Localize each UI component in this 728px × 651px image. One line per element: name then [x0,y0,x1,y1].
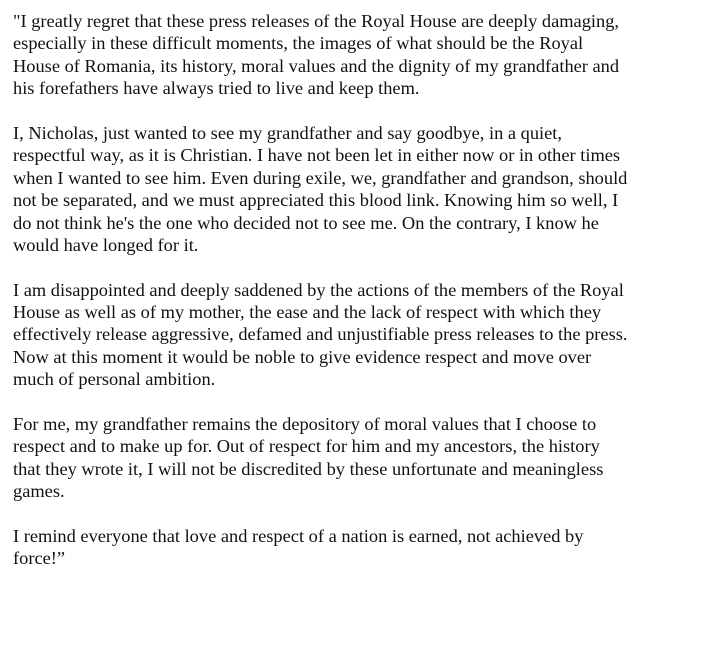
text-line: especially in these difficult moments, the images of what should be the Royal [13,33,584,54]
text-line: I am disappointed and deeply saddened by the actions of the members of the Royal [13,279,624,300]
text-line: much of personal ambition. [13,369,216,390]
text-line: I remind everyone that love and respect of a nation is earned, not achieved by [13,525,584,546]
text-line: effectively release aggressive, defamed and unjustifiable press releases to the press. [13,324,628,345]
paragraph-disappointment [13,279,718,391]
paragraph-regret [13,10,718,100]
text-line: do not think he's the one who decided not to see me. On the contrary, I know he [13,212,599,233]
text-line: Now at this moment it would be noble to give evidence respect and move over [13,346,592,367]
text-line: force!” [13,548,66,569]
text-line: I, Nicholas, just wanted to see my grandfather and say goodbye, in a quiet, [13,122,563,143]
text-line: For me, my grandfather remains the depository of moral values that I choose to [13,414,597,435]
text-line: "I greatly regret that these press releases of the Royal House are deeply damaging, [13,11,619,31]
text-line: games. [13,481,65,502]
text-line: House as well as of my mother, the ease and the lack of respect with which they [13,302,602,323]
text-line: House of Romania, its history, moral values and the dignity of my grandfather and [13,55,620,76]
text-line: his forefathers have always tried to live and keep them. [13,78,420,99]
text-line: respectful way, as it is Christian. I have not been let in either now or in other times [13,145,621,166]
text-line: when I wanted to see him. Even during exile, we, grandfather and grandson, should [13,167,628,188]
paragraph-goodbye [13,122,718,256]
paragraph-moral-values [13,413,718,503]
text-line: not be separated, and we must appreciated this blood link. Knowing him so well, I [13,190,619,211]
text-line: respect and to make up for. Out of respect for him and my ancestors, the history [13,436,600,457]
text-line: would have longed for it. [13,234,199,255]
statement-document [13,10,718,570]
paragraph-reminder [13,525,718,570]
text-line: that they wrote it, I will not be discredited by these unfortunate and meaningless [13,458,604,479]
